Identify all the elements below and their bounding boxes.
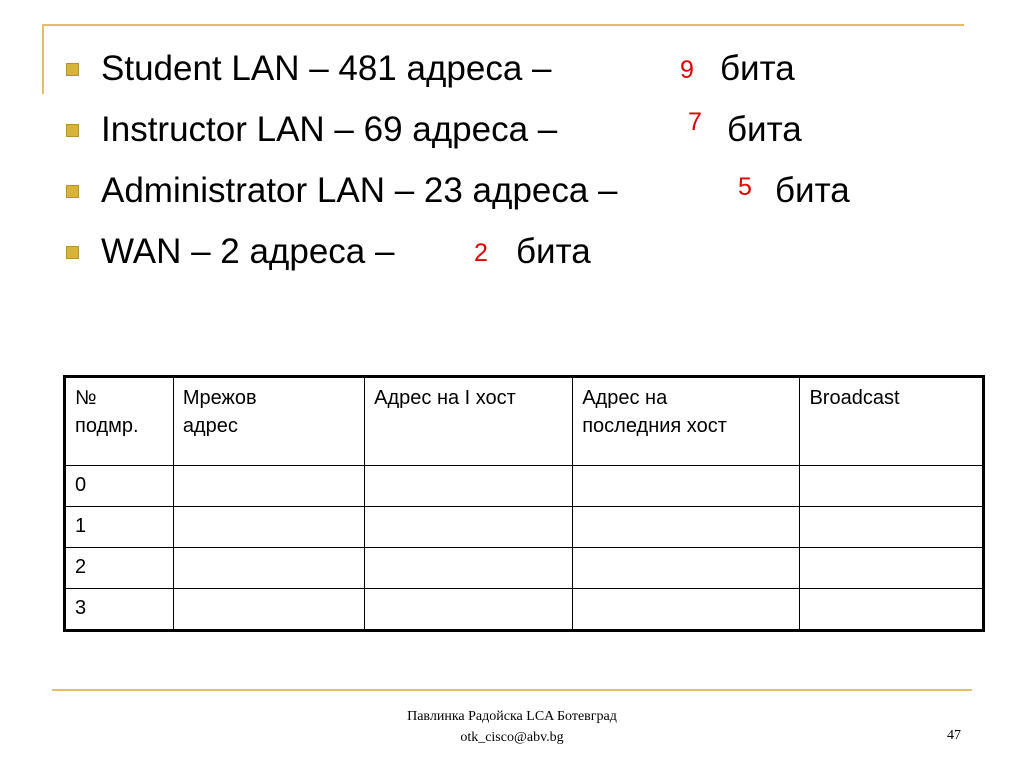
footer <box>0 706 1024 748</box>
table-cell <box>800 589 984 631</box>
square-bullet-icon <box>66 63 79 76</box>
table-cell <box>800 548 984 589</box>
table-cell <box>173 507 364 548</box>
square-bullet-icon <box>66 185 79 198</box>
subnet-table <box>63 375 985 632</box>
row-number-cell: 3 <box>65 589 174 631</box>
bit-answer: 9 <box>680 56 694 84</box>
bit-answer: 7 <box>688 108 702 136</box>
bullet-suffix: бита <box>516 232 591 271</box>
row-number-cell: 0 <box>65 466 174 507</box>
table-cell <box>173 466 364 507</box>
table-cell <box>573 589 800 631</box>
table-cell <box>573 507 800 548</box>
table-row <box>65 548 984 589</box>
footer-author: Павлинка Радойска LCA Ботевград <box>407 709 617 724</box>
bit-answer: 5 <box>738 173 752 201</box>
table-cell <box>365 466 573 507</box>
page-number: 47 <box>947 728 961 743</box>
table-cell <box>800 507 984 548</box>
bullet-suffix: бита <box>775 171 850 210</box>
table-header-row <box>65 377 984 466</box>
bullet-suffix: бита <box>720 49 795 88</box>
footer-email: otk_cisco@abv.bg <box>460 730 564 745</box>
bullet-text: Student LAN – 481 адреса – <box>101 49 552 88</box>
bullet-text: Administrator LAN – 23 адреса – <box>101 171 618 210</box>
row-number-cell: 1 <box>65 507 174 548</box>
table-row <box>65 466 984 507</box>
row-number-cell: 2 <box>65 548 174 589</box>
table-cell <box>173 548 364 589</box>
table-cell <box>365 589 573 631</box>
table-cell <box>573 548 800 589</box>
table-cell <box>800 466 984 507</box>
table-cell <box>173 589 364 631</box>
header-cell-last-host: Адрес на последния хост <box>573 377 800 466</box>
bullet-text: WAN – 2 адреса – <box>101 232 395 271</box>
bottom-rule <box>52 689 972 691</box>
table-row <box>65 589 984 631</box>
top-rule <box>42 24 964 26</box>
header-cell-subnet-number: № подмр. <box>65 377 174 466</box>
table-cell <box>573 466 800 507</box>
bullet-text: Instructor LAN – 69 адреса – <box>101 110 558 149</box>
left-rule <box>42 24 44 94</box>
table-row <box>65 507 984 548</box>
bit-answer: 2 <box>474 239 488 267</box>
header-cell-first-host: Адрес на I хост <box>365 377 573 466</box>
table-cell <box>365 548 573 589</box>
table-cell <box>365 507 573 548</box>
header-cell-network-address: Мрежов адрес <box>173 377 364 466</box>
bullet-suffix: бита <box>727 110 802 149</box>
header-cell-broadcast: Broadcast <box>800 377 984 466</box>
square-bullet-icon <box>66 124 79 137</box>
square-bullet-icon <box>66 246 79 259</box>
